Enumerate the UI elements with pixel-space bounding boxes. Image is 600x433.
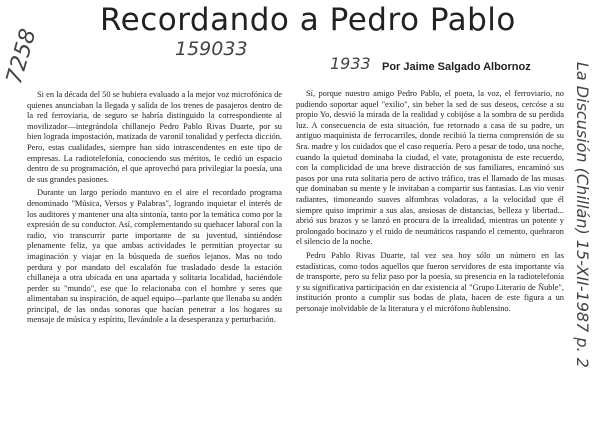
article-column-right	[296, 89, 564, 317]
article-column-left	[27, 90, 282, 329]
left-paragraph-2: Durante un largo período mantuvo en el aire el recordado programa denominado "Música, Versos y Palabras", logrando inquietar el interés de los auditores y mantener una alta sintonía, tanto por la temática como por la expresión de su conductor. Así, complementando su quehacer laboral con la radio, vio transcurrir parte importante de su juventud, sintiéndose plenamente feliz, ya que ambas actividades le permitían proyectar su imaginación y viajar en la búsqueda de sueños lejanos. Mas no todo perdura y por mandato del escalafón fue trasladado desde la estación chillaneja a otra ubicada en una apartada y solitaria localidad, haciéndole perder su "mundo", ese que lo relacionaba con el hombre y seres que alimentaban su inspiración, de aquel equipo—parlante que llenaba su andén principal, de las ondas sonoras que hacían penetrar a los hogares su mensaje de música y espíritu, llevándole a la desesperanza y perturbación.	[27, 188, 282, 325]
left-paragraph-1: Si en la década del 50 se hubiera evaluado a la mejor voz microfónica de quienes anunciaban la llegada y salida de los trenes de pasajeros dentro de la red ferroviaria, de seguro se habría distinguido la correspondiente al movilizador—integrándola chillanejo Pedro Pablo Rivas Duarte, por su bien lograda impostación, matizada de varonil tonalidad y perfecta dicción. Pero, estas cualidades, siempre han sido intrascendentes en este tipo de empresas. La radiotelefonía, conociendo sus méritos, le cedió un espacio dentro de su programación, el que aprovechó para privilegiar la poesía, una de sus grandes pasiones.	[27, 90, 282, 184]
handwritten-number-mid: 159033	[175, 38, 248, 60]
handwritten-year: 1933	[330, 54, 371, 73]
article-title: Recordando a Pedro Pablo	[100, 2, 516, 38]
handwritten-number-left: 7258	[2, 26, 42, 87]
right-paragraph-1: Sí, porque nuestro amigo Pedro Pablo, el poeta, la voz, el ferroviario, no pudiendo soportar aquel "exilio", sin beber la sed de sus deseos, cercóse a su propio Yo, desvió la mirada de la realidad y cobijóse a la sombra de su perdida luz. A consecuencia de esta situación, fue retornado a casa de su padre, un antiguo maquinista de ferrocarriles, donde recibió la tierna comprensión de su Sra. madre y los cuidados que el caso requería. Pero a pesar de todo, una noche, cuando la quietud dominaba la ciudad, el vate, protagonista de este recuerdo, con la complicidad de una breve distracción de sus familiares, encaminó sus pasos por una ruta solitaria pero de activo tráfico, tras el llamado de las musas que dominaban su mente y le invitaban a compartir sus fantasías. Las vio venir radiantes, timoneando suaves alfombras voladoras, a la velocidad que él siempre quiso imprimir a sus alas, ansiosas de distancias, belleza y libertad... abrió sus brazos y se lanzó en procura de la irrealidad, mientras un potente y prolongado bocinazo y el ruido de neumáticos raspando el cemento, quebraron el silencio de la noche.	[296, 89, 564, 247]
right-paragraph-2: Pedro Pablo Rivas Duarte, tal vez sea hoy sólo un número en las estadísticas, como todos aquellos que fueron servidores de esta importante vía de transporte, pero su feliz paso por la poesía, su presencia en la radiotelefonía y su significativa participación en dar existencia al "Grupo Literario de Ñuble", institución pronto a cumplir sus bodas de plata, hacen de este figura a un personaje inolvidable de la literatura y el micrófono ñublensino.	[296, 250, 564, 313]
article-byline: Por Jaime Salgado Albornoz	[382, 61, 531, 73]
handwritten-source-note: La Discusión (Chillán) 15-XII-1987 p. 2	[573, 62, 592, 368]
